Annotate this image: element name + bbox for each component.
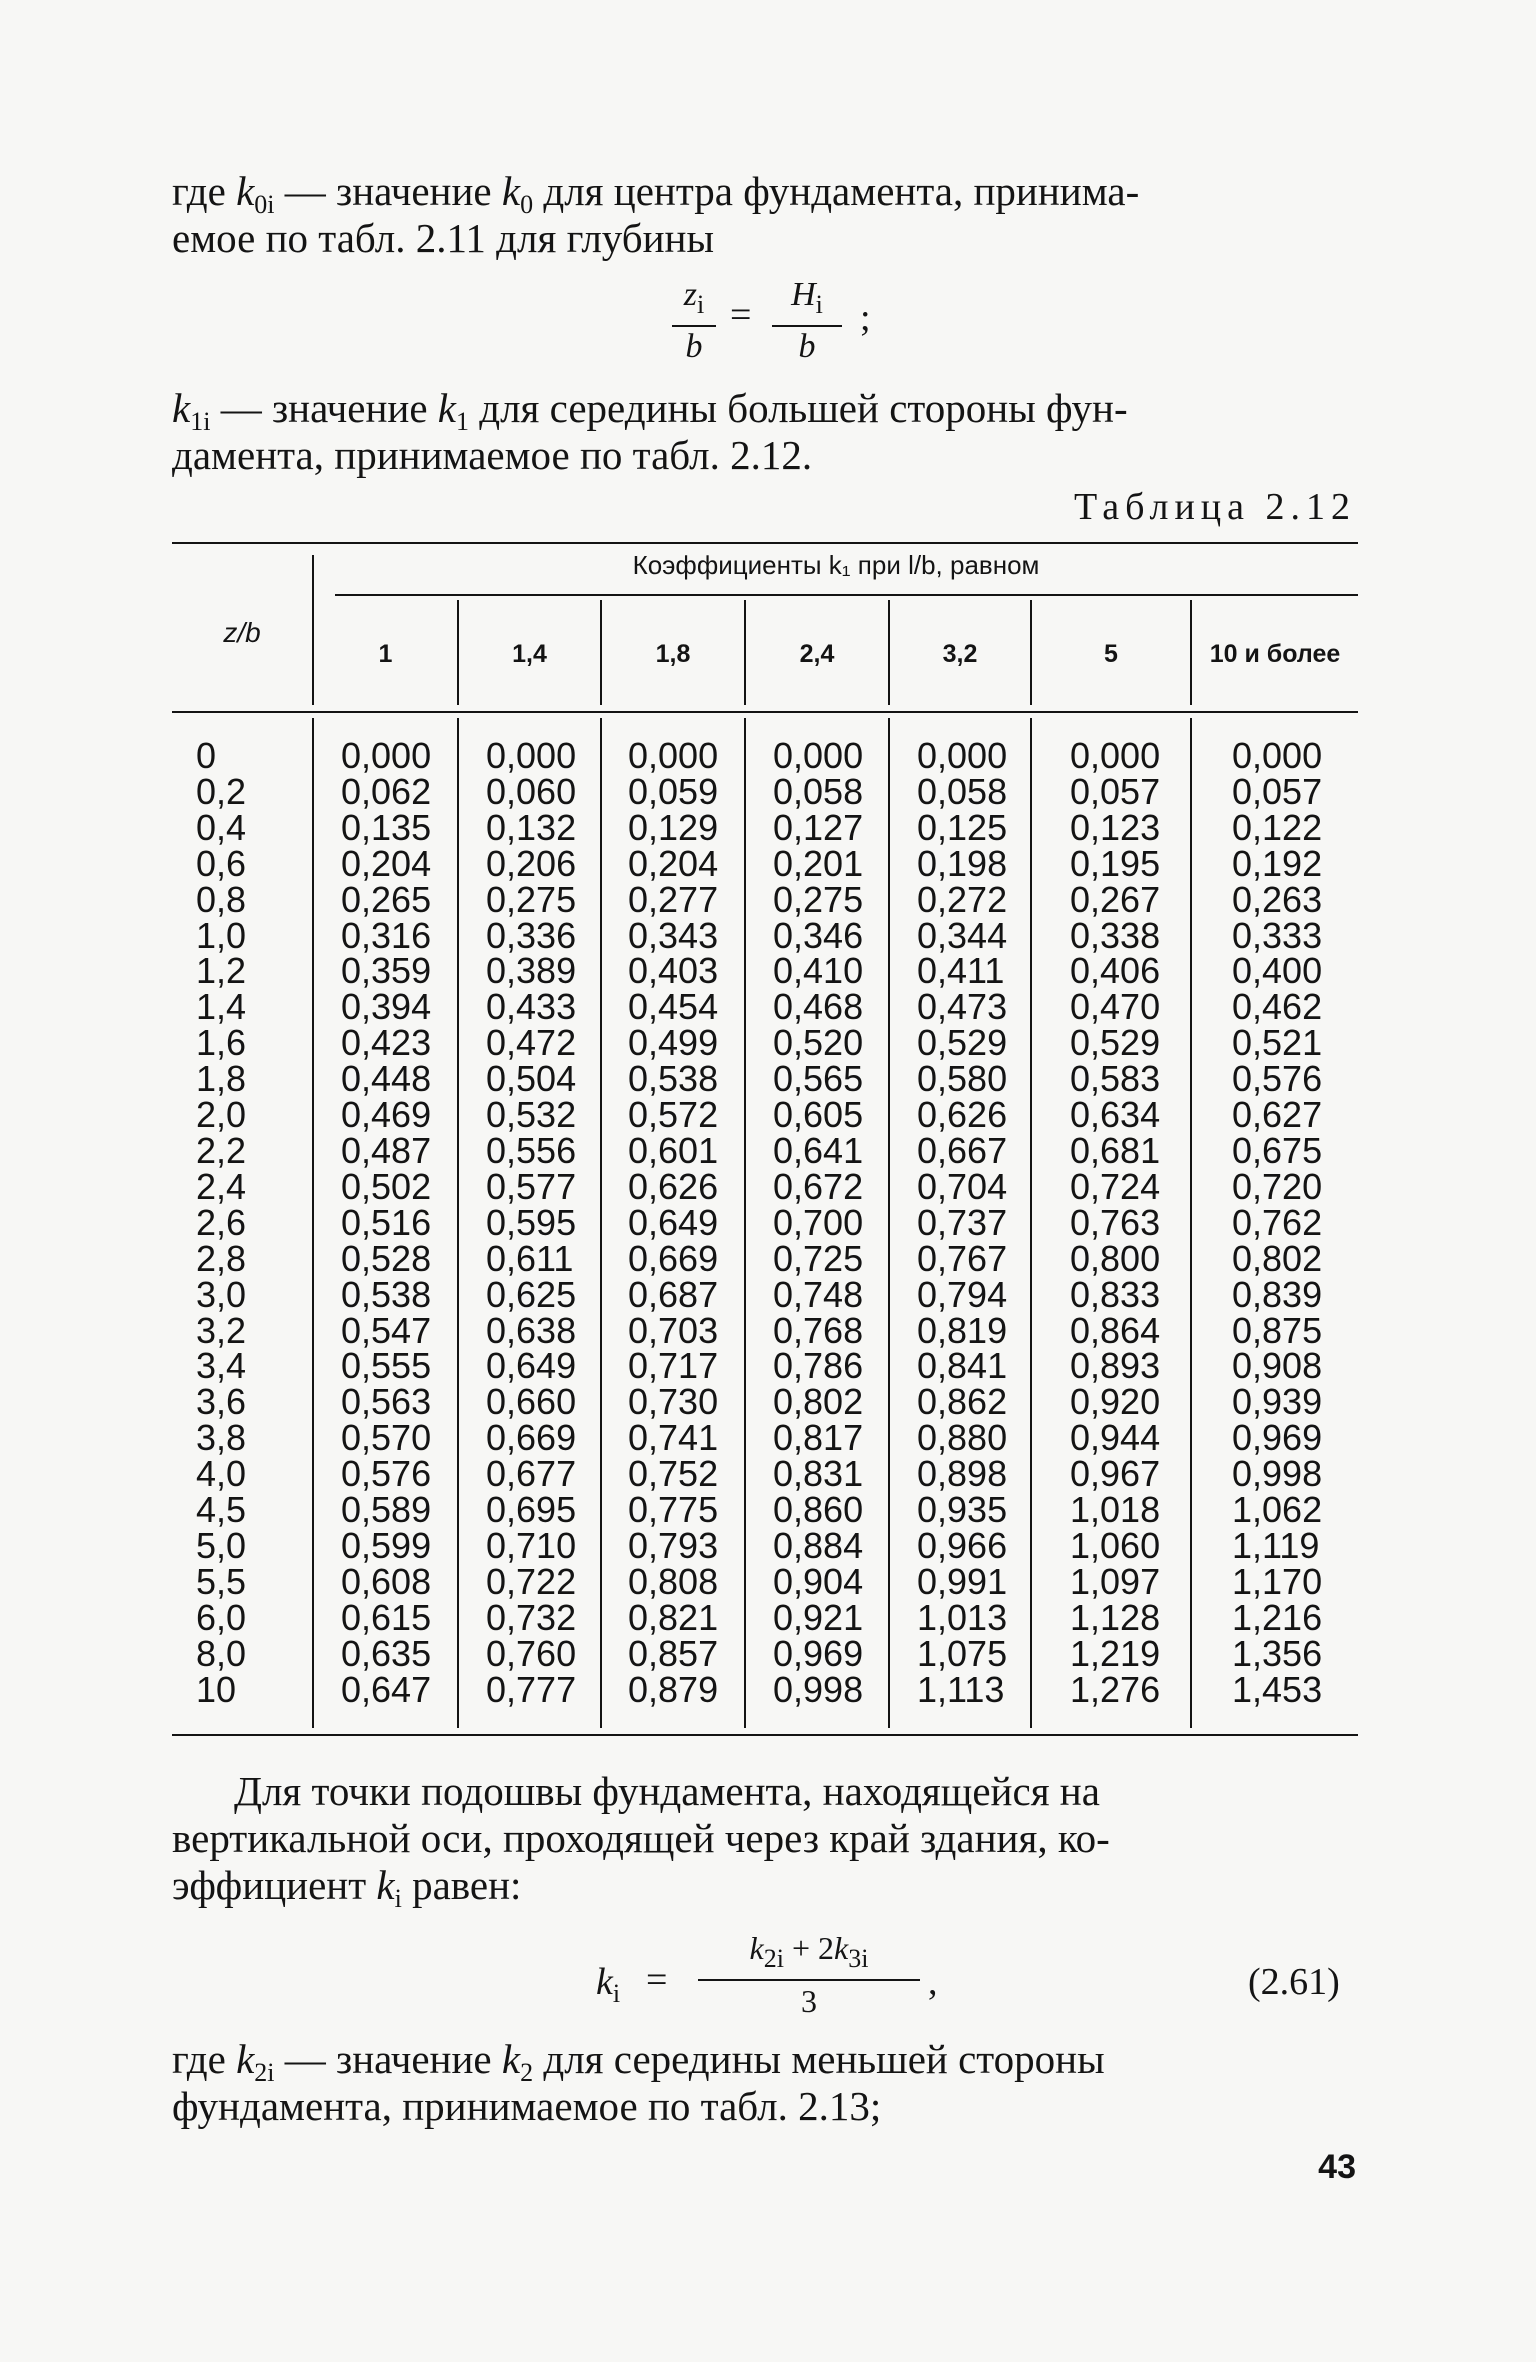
zb-cell: 3,0 bbox=[196, 1273, 247, 1315]
value-cell: 0,768 bbox=[773, 1309, 864, 1351]
value-cell: 0,833 bbox=[1070, 1273, 1161, 1315]
formula-semicolon: ; bbox=[860, 297, 871, 339]
zb-cell: 5,0 bbox=[196, 1524, 247, 1566]
value-cell: 0,681 bbox=[1070, 1129, 1161, 1171]
table-header-zb: z/b bbox=[223, 617, 261, 648]
value-cell: 0,762 bbox=[1232, 1201, 1323, 1243]
value-cell: 0,862 bbox=[917, 1381, 1008, 1423]
value-cell: 0,400 bbox=[1232, 950, 1323, 992]
value-cell: 0,748 bbox=[773, 1273, 864, 1315]
symbol-k1-sub: 1 bbox=[455, 407, 469, 436]
value-cell: 0,677 bbox=[486, 1453, 577, 1495]
text-rest-2: для середины большей стороны фун- bbox=[468, 385, 1128, 431]
after-paragraph-1 bbox=[172, 1768, 1357, 1913]
text-rest: для центра фундамента, принима- bbox=[533, 168, 1140, 214]
value-cell: 0,433 bbox=[486, 986, 577, 1028]
value-cell: 0,572 bbox=[628, 1094, 719, 1136]
eq-equals: = bbox=[646, 1959, 668, 2001]
value-cell: 1,219 bbox=[1070, 1632, 1161, 1674]
value-cell: 0,204 bbox=[628, 842, 719, 884]
value-cell: 0,277 bbox=[628, 878, 719, 920]
value-cell: 0,627 bbox=[1232, 1094, 1323, 1136]
value-cell: 0,394 bbox=[341, 986, 432, 1028]
value-cell: 0,939 bbox=[1232, 1381, 1323, 1423]
symbol-k0-sub: 0 bbox=[520, 190, 534, 219]
word-where: где bbox=[172, 168, 237, 214]
formula-denominator-b2: b bbox=[798, 328, 816, 365]
value-cell: 0,521 bbox=[1232, 1022, 1323, 1064]
value-cell: 0,062 bbox=[341, 770, 432, 812]
zb-cell: 1,6 bbox=[196, 1022, 247, 1064]
value-cell: 0,059 bbox=[628, 770, 719, 812]
value-cell: 0,611 bbox=[486, 1237, 574, 1279]
value-cell: 0,576 bbox=[1232, 1058, 1323, 1100]
value-cell: 0,884 bbox=[773, 1524, 864, 1566]
table-column-5 bbox=[1070, 735, 1161, 1710]
value-cell: 0,563 bbox=[341, 1381, 432, 1423]
intro-line-1 bbox=[172, 168, 1357, 219]
value-cell: 0,589 bbox=[341, 1489, 432, 1531]
table-group-header: Коэффициенты k₁ при l/b, равном bbox=[632, 550, 1040, 580]
zb-cell: 0,4 bbox=[196, 806, 247, 848]
zb-cell: 4,0 bbox=[196, 1453, 247, 1495]
value-cell: 0,576 bbox=[341, 1453, 432, 1495]
value-cell: 0,615 bbox=[341, 1596, 432, 1638]
value-cell: 0,967 bbox=[1070, 1453, 1161, 1495]
value-cell: 0,638 bbox=[486, 1309, 577, 1351]
zb-cell: 2,4 bbox=[196, 1165, 247, 1207]
value-cell: 0,000 bbox=[773, 735, 864, 776]
symbol-k2: k bbox=[501, 2036, 521, 2082]
table-column-zb bbox=[196, 735, 247, 1710]
value-cell: 0,635 bbox=[341, 1632, 432, 1674]
formula-numerator-H: $H_i$ bbox=[772, 275, 842, 327]
value-cell: 0,403 bbox=[628, 950, 719, 992]
table-column-1-8 bbox=[628, 735, 719, 1710]
value-cell: 0,502 bbox=[341, 1165, 432, 1207]
value-cell: 0,547 bbox=[341, 1309, 432, 1351]
value-cell: 0,908 bbox=[1232, 1345, 1323, 1387]
value-cell: 0,135 bbox=[341, 806, 432, 848]
value-cell: 0,763 bbox=[1070, 1201, 1161, 1243]
table-col-header-3-2: 3,2 bbox=[942, 640, 978, 668]
value-cell: 0,649 bbox=[486, 1345, 577, 1387]
value-cell: 0,605 bbox=[773, 1094, 864, 1136]
value-cell: 0,966 bbox=[917, 1524, 1008, 1566]
value-cell: 0,831 bbox=[773, 1453, 864, 1495]
value-cell: 1,113 bbox=[917, 1668, 1005, 1710]
value-cell: 0,864 bbox=[1070, 1309, 1161, 1351]
symbol-k2i: k bbox=[236, 2036, 255, 2082]
intro-paragraph bbox=[172, 168, 1357, 262]
table-vline-3 bbox=[744, 718, 746, 1728]
value-cell: 0,448 bbox=[341, 1058, 432, 1100]
value-cell: 0,000 bbox=[341, 735, 432, 776]
value-cell: 0,608 bbox=[341, 1560, 432, 1602]
value-cell: 0,969 bbox=[1232, 1417, 1323, 1459]
formula-fraction-H-b bbox=[772, 275, 842, 367]
value-cell: 0,944 bbox=[1070, 1417, 1161, 1459]
value-cell: 0,775 bbox=[628, 1489, 719, 1531]
value-cell: 0,057 bbox=[1232, 770, 1323, 812]
value-cell: 0,722 bbox=[486, 1560, 577, 1602]
zb-cell: 1,2 bbox=[196, 950, 247, 992]
value-cell: 0,667 bbox=[917, 1129, 1008, 1171]
value-cell: 0,468 bbox=[773, 986, 864, 1028]
table-column-1 bbox=[341, 735, 432, 1710]
value-cell: 0,860 bbox=[773, 1489, 864, 1531]
value-cell: 0,802 bbox=[773, 1381, 864, 1423]
k1i-paragraph bbox=[172, 385, 1357, 479]
value-cell: 0,555 bbox=[341, 1345, 432, 1387]
value-cell: 0,802 bbox=[1232, 1237, 1323, 1279]
value-cell: 0,626 bbox=[628, 1165, 719, 1207]
value-cell: 0,410 bbox=[773, 950, 864, 992]
value-cell: 0,599 bbox=[341, 1524, 432, 1566]
value-cell: 0,520 bbox=[773, 1022, 864, 1064]
value-cell: 1,097 bbox=[1070, 1560, 1161, 1602]
table-vline-0 bbox=[312, 718, 314, 1728]
value-cell: 0,532 bbox=[486, 1094, 577, 1136]
value-cell: 0,470 bbox=[1070, 986, 1161, 1028]
zb-cell: 3,4 bbox=[196, 1345, 247, 1387]
value-cell: 0,921 bbox=[773, 1596, 864, 1638]
zb-cell: 0 bbox=[196, 735, 217, 776]
table-top-rule bbox=[172, 542, 1358, 544]
value-cell: 0,998 bbox=[773, 1668, 864, 1710]
value-cell: 0,359 bbox=[341, 950, 432, 992]
value-cell: 0,000 bbox=[1232, 735, 1323, 776]
table-vline-4 bbox=[888, 718, 890, 1728]
value-cell: 0,647 bbox=[341, 1668, 432, 1710]
value-cell: 0,263 bbox=[1232, 878, 1323, 920]
value-cell: 0,898 bbox=[917, 1453, 1008, 1495]
value-cell: 0,462 bbox=[1232, 986, 1323, 1028]
value-cell: 0,454 bbox=[628, 986, 719, 1028]
zb-cell: 1,8 bbox=[196, 1058, 247, 1100]
zb-cell: 5,5 bbox=[196, 1560, 247, 1602]
value-cell: 0,634 bbox=[1070, 1094, 1161, 1136]
value-cell: 0,857 bbox=[628, 1632, 719, 1674]
table-column-1-4 bbox=[486, 735, 577, 1710]
value-cell: 0,333 bbox=[1232, 914, 1323, 956]
table-header-rule bbox=[172, 711, 1358, 713]
value-cell: 0,794 bbox=[917, 1273, 1008, 1315]
value-cell: 0,695 bbox=[486, 1489, 577, 1531]
value-cell: 0,626 bbox=[917, 1094, 1008, 1136]
table-column-2-4 bbox=[773, 735, 864, 1710]
value-cell: 0,565 bbox=[773, 1058, 864, 1100]
zb-cell: 10 bbox=[196, 1668, 237, 1710]
value-cell: 0,737 bbox=[917, 1201, 1008, 1243]
zb-cell: 1,4 bbox=[196, 986, 247, 1028]
after-paragraph-2 bbox=[172, 2036, 1357, 2130]
value-cell: 0,499 bbox=[628, 1022, 719, 1064]
symbol-k1: k bbox=[437, 385, 456, 431]
value-cell: 0,720 bbox=[1232, 1165, 1323, 1207]
value-cell: 0,473 bbox=[917, 986, 1008, 1028]
value-cell: 0,195 bbox=[1070, 842, 1161, 884]
intro-line-2: емое по табл. 2.11 для глубины bbox=[172, 215, 715, 261]
value-cell: 0,819 bbox=[917, 1309, 1008, 1351]
eq-denominator: 3 bbox=[801, 1983, 817, 2019]
value-cell: 0,272 bbox=[917, 878, 1008, 920]
value-cell: 1,216 bbox=[1232, 1596, 1323, 1638]
value-cell: 1,356 bbox=[1232, 1632, 1323, 1674]
zb-cell: 2,0 bbox=[196, 1094, 247, 1136]
value-cell: 0,000 bbox=[486, 735, 577, 776]
table-column-10-plus bbox=[1232, 735, 1323, 1710]
value-cell: 0,675 bbox=[1232, 1129, 1323, 1171]
value-cell: 0,669 bbox=[628, 1237, 719, 1279]
after-line-2: вертикальной оси, проходящей через край здания, ко- bbox=[172, 1815, 1110, 1861]
eq-lhs: $k_i$ bbox=[596, 1961, 621, 2008]
value-cell: 1,060 bbox=[1070, 1524, 1161, 1566]
table-col-header-1-4: 1,4 bbox=[512, 640, 547, 668]
value-cell: 0,793 bbox=[628, 1524, 719, 1566]
zb-cell: 2,2 bbox=[196, 1129, 247, 1171]
value-cell: 0,411 bbox=[917, 950, 1005, 992]
table-vline-1 bbox=[457, 718, 459, 1728]
zb-cell: 2,6 bbox=[196, 1201, 247, 1243]
value-cell: 0,875 bbox=[1232, 1309, 1323, 1351]
page-number: 43 bbox=[1318, 2148, 1356, 2186]
value-cell: 0,660 bbox=[486, 1381, 577, 1423]
value-cell: 0,732 bbox=[486, 1596, 577, 1638]
symbol-k1i: k bbox=[172, 385, 191, 431]
after-line-3: эффициент $k_i$ равен: bbox=[172, 1862, 522, 1913]
table-col-header-2-4: 2,4 bbox=[799, 640, 835, 668]
zb-cell: 3,2 bbox=[196, 1309, 247, 1351]
value-cell: 0,991 bbox=[917, 1560, 1008, 1602]
value-cell: 1,075 bbox=[917, 1632, 1008, 1674]
zb-cell: 0,8 bbox=[196, 878, 247, 920]
value-cell: 0,920 bbox=[1070, 1381, 1161, 1423]
value-cell: 0,580 bbox=[917, 1058, 1008, 1100]
value-cell: 0,538 bbox=[341, 1273, 432, 1315]
value-cell: 0,935 bbox=[917, 1489, 1008, 1531]
after-p2-line-2: фундамента, принимаемое по табл. 2.13; bbox=[172, 2083, 882, 2129]
value-cell: 1,018 bbox=[1070, 1489, 1161, 1531]
value-cell: 0,777 bbox=[486, 1668, 577, 1710]
value-cell: 0,703 bbox=[628, 1309, 719, 1351]
value-cell: 0,528 bbox=[341, 1237, 432, 1279]
zb-cell: 4,5 bbox=[196, 1489, 247, 1531]
eq-numerator: $k_{2i} + 2k_{3i}$ bbox=[698, 1928, 920, 1981]
value-cell: 0,556 bbox=[486, 1129, 577, 1171]
value-cell: 0,344 bbox=[917, 914, 1008, 956]
value-cell: 0,841 bbox=[917, 1345, 1008, 1387]
value-cell: 0,529 bbox=[917, 1022, 1008, 1064]
value-cell: 0,389 bbox=[486, 950, 577, 992]
value-cell: 0,487 bbox=[341, 1129, 432, 1171]
value-cell: 0,058 bbox=[917, 770, 1008, 812]
value-cell: 1,128 bbox=[1070, 1596, 1161, 1638]
table-vline-6 bbox=[1190, 718, 1192, 1728]
value-cell: 0,625 bbox=[486, 1273, 577, 1315]
table-vline-2 bbox=[600, 718, 602, 1728]
zb-cell: 8,0 bbox=[196, 1632, 247, 1674]
value-cell: 0,122 bbox=[1232, 806, 1323, 848]
value-cell: 0,672 bbox=[773, 1165, 864, 1207]
eq-comma: , bbox=[928, 1961, 938, 2003]
value-cell: 0,700 bbox=[773, 1201, 864, 1243]
value-cell: 0,265 bbox=[341, 878, 432, 920]
zb-cell: 6,0 bbox=[196, 1596, 247, 1638]
value-cell: 0,649 bbox=[628, 1201, 719, 1243]
value-cell: 1,170 bbox=[1232, 1560, 1323, 1602]
value-cell: 0,129 bbox=[628, 806, 719, 848]
value-cell: 1,276 bbox=[1070, 1668, 1161, 1710]
value-cell: 0,583 bbox=[1070, 1058, 1161, 1100]
value-cell: 0,192 bbox=[1232, 842, 1323, 884]
value-cell: 0,316 bbox=[341, 914, 432, 956]
value-cell: 0,472 bbox=[486, 1022, 577, 1064]
symbol-k1i-sub: 1i bbox=[190, 407, 211, 436]
value-cell: 0,000 bbox=[917, 735, 1008, 776]
text-dash-2: — значение bbox=[210, 385, 438, 431]
value-cell: 1,453 bbox=[1232, 1668, 1323, 1710]
symbol-ki: k bbox=[376, 1862, 395, 1908]
value-cell: 0,204 bbox=[341, 842, 432, 884]
value-cell: 0,516 bbox=[341, 1201, 432, 1243]
value-cell: 0,717 bbox=[628, 1345, 719, 1387]
value-cell: 0,343 bbox=[628, 914, 719, 956]
value-cell: 0,201 bbox=[773, 842, 864, 884]
value-cell: 1,062 bbox=[1232, 1489, 1323, 1531]
value-cell: 0,595 bbox=[486, 1201, 577, 1243]
value-cell: 0,336 bbox=[486, 914, 577, 956]
zb-cell: 1,0 bbox=[196, 914, 247, 956]
k1i-line-2: дамента, принимаемое по табл. 2.12. bbox=[172, 432, 813, 478]
value-cell: 0,275 bbox=[486, 878, 577, 920]
zb-cell: 3,6 bbox=[196, 1381, 247, 1423]
table-col-header-10-plus: 10 и более bbox=[1209, 640, 1341, 668]
symbol-k0: k bbox=[501, 168, 521, 214]
value-cell: 0,058 bbox=[773, 770, 864, 812]
value-cell: 0,821 bbox=[628, 1596, 719, 1638]
value-cell: 0,800 bbox=[1070, 1237, 1161, 1279]
eq-fraction bbox=[698, 1928, 920, 2021]
value-cell: 0,687 bbox=[628, 1273, 719, 1315]
value-cell: 0,760 bbox=[486, 1632, 577, 1674]
after-line-1: Для точки подошвы фундамента, находящейся на bbox=[234, 1768, 1100, 1814]
value-cell: 0,000 bbox=[1070, 735, 1161, 776]
value-cell: 0,267 bbox=[1070, 878, 1161, 920]
value-cell: 0,538 bbox=[628, 1058, 719, 1100]
table-col-header-1-8: 1,8 bbox=[655, 640, 691, 668]
value-cell: 0,808 bbox=[628, 1560, 719, 1602]
value-cell: 0,423 bbox=[341, 1022, 432, 1064]
value-cell: 0,879 bbox=[628, 1668, 719, 1710]
value-cell: 0,725 bbox=[773, 1237, 864, 1279]
value-cell: 1,013 bbox=[917, 1596, 1008, 1638]
value-cell: 0,406 bbox=[1070, 950, 1161, 992]
table-vline-5 bbox=[1030, 718, 1032, 1728]
symbol-k0i: k bbox=[236, 168, 255, 214]
value-cell: 0,346 bbox=[773, 914, 864, 956]
value-cell: 0,741 bbox=[628, 1417, 719, 1459]
value-cell: 0,125 bbox=[917, 806, 1008, 848]
formula-fraction-z-b bbox=[672, 275, 716, 367]
value-cell: 1,119 bbox=[1232, 1524, 1320, 1566]
table-caption: Таблица 2.12 bbox=[1073, 486, 1356, 528]
value-cell: 0,767 bbox=[917, 1237, 1008, 1279]
value-cell: 0,704 bbox=[917, 1165, 1008, 1207]
table-column-3-2 bbox=[917, 735, 1008, 1710]
value-cell: 0,132 bbox=[486, 806, 577, 848]
value-cell: 0,817 bbox=[773, 1417, 864, 1459]
value-cell: 0,710 bbox=[486, 1524, 577, 1566]
value-cell: 0,000 bbox=[628, 735, 719, 776]
value-cell: 0,469 bbox=[341, 1094, 432, 1136]
value-cell: 0,998 bbox=[1232, 1453, 1323, 1495]
value-cell: 0,641 bbox=[773, 1129, 864, 1171]
zb-cell: 2,8 bbox=[196, 1237, 247, 1279]
value-cell: 0,752 bbox=[628, 1453, 719, 1495]
value-cell: 0,570 bbox=[341, 1417, 432, 1459]
formula-denominator-b: b bbox=[685, 328, 703, 365]
table-bottom-rule bbox=[172, 1734, 1358, 1736]
zb-cell: 0,6 bbox=[196, 842, 247, 884]
value-cell: 0,904 bbox=[773, 1560, 864, 1602]
zb-cell: 0,2 bbox=[196, 770, 247, 812]
formula-numerator-z: $z_i$ bbox=[672, 275, 716, 327]
value-cell: 0,529 bbox=[1070, 1022, 1161, 1064]
value-cell: 0,198 bbox=[917, 842, 1008, 884]
value-cell: 0,504 bbox=[486, 1058, 577, 1100]
text-dash: — значение bbox=[274, 168, 502, 214]
after-p2-line-1: где $k_{2i}$ — значение $k_2$ для середины меньшей стороны bbox=[172, 2036, 1105, 2087]
value-cell: 0,577 bbox=[486, 1165, 577, 1207]
value-cell: 0,057 bbox=[1070, 770, 1161, 812]
formula-equals: = bbox=[730, 294, 752, 336]
zb-cell: 3,8 bbox=[196, 1417, 247, 1459]
value-cell: 0,730 bbox=[628, 1381, 719, 1423]
k1i-line-1 bbox=[172, 385, 1357, 436]
value-cell: 0,839 bbox=[1232, 1273, 1323, 1315]
value-cell: 0,123 bbox=[1070, 806, 1161, 848]
value-cell: 0,724 bbox=[1070, 1165, 1161, 1207]
table-col-header-5: 5 bbox=[1104, 640, 1118, 668]
value-cell: 0,275 bbox=[773, 878, 864, 920]
value-cell: 0,969 bbox=[773, 1632, 864, 1674]
table-col-header-1: 1 bbox=[378, 640, 393, 668]
symbol-k0i-sub: 0i bbox=[254, 190, 275, 219]
value-cell: 0,060 bbox=[486, 770, 577, 812]
eq-number: (2.61) bbox=[1248, 1961, 1340, 2003]
value-cell: 0,893 bbox=[1070, 1345, 1161, 1387]
value-cell: 0,206 bbox=[486, 842, 577, 884]
table-group-rule bbox=[335, 594, 1358, 596]
value-cell: 0,880 bbox=[917, 1417, 1008, 1459]
value-cell: 0,338 bbox=[1070, 914, 1161, 956]
value-cell: 0,127 bbox=[773, 806, 864, 848]
value-cell: 0,601 bbox=[628, 1129, 719, 1171]
value-cell: 0,786 bbox=[773, 1345, 864, 1387]
value-cell: 0,669 bbox=[486, 1417, 577, 1459]
